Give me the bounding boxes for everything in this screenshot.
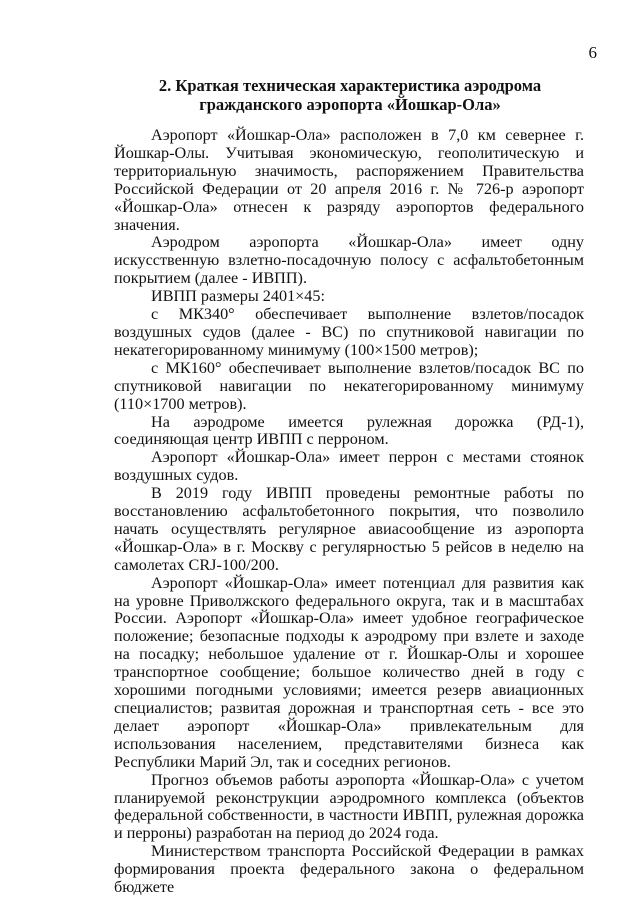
document-body (114, 127, 584, 897)
section-title-line-2: гражданского аэропорта «Йошкар-Ола» (199, 95, 501, 114)
paragraph: В 2019 году ИВПП проведены ремонтные работы по восстановлению асфальтобетонного покрытия, что позволило начать осуществлять регулярное авиасообщение из аэропорта «Йошкар-Ола» в г. Москву с регулярностью 5 рейсов в неделю на самолетах CRJ-100/200. (114, 484, 584, 574)
section-title-line-1: 2. Краткая техническая характеристика аэродрома (158, 76, 542, 95)
paragraph: Аэропорт «Йошкар-Ола» имеет потенциал для развития как на уровне Приволжского федерального округа, так и в масштабах России. Аэропорт «Йошкар-Ола» имеет удобное географическое положение; безопасные подходы к аэродрому при взлете и заходе на посадку; небольшое удаление от г. Йошкар-Олы и хорошее транспортное сообщение; большое количество дней в году с хорошими погодными условиями; имеется резерв авиационных специалистов; развитая дорожная и транспортная сеть - все это делает аэропорт «Йошкар-Ола» привлекательным для использования населением, представителями бизнеса как Республики Марий Эл, так и соседних регионов. (114, 573, 584, 771)
paragraph: ИВПП размеры 2401×45: (151, 287, 325, 306)
paragraph: Прогноз объемов работы аэропорта «Йошкар-Ола» с учетом планируемой реконструкции аэродромного комплекса (объектов федеральной собственности, в частности ИВПП, рулежная дорожка и перроны) разработан на период до 2024 года. (114, 770, 584, 843)
paragraph: Министерством транспорта Российской Федерации в рамках формирования проекта федерального закона о федеральном бюджете (114, 842, 584, 897)
paragraph: На аэродроме имеется рулежная дорожка (РД-1), соединяющая центр ИВПП с перроном. (114, 412, 584, 449)
paragraph: Аэропорт «Йошкар-Ола» расположен в 7,0 км севернее г. Йошкар-Олы. Учитывая экономическую, геополитическую и территориальную значимость, распоряжением Правительства Российской Федерации от 20 апреля 2016 г. № 726-р аэропорт «Йошкар-Ола» отнесен к разряду аэропортов федерального значения. (114, 126, 584, 234)
section-title (90, 76, 610, 114)
paragraph: с МК160° обеспечивает выполнение взлетов/посадок ВС по спутниковой навигации по некатегорированному минимуму (110×1700 метров). (114, 358, 584, 413)
paragraph: Аэропорт «Йошкар-Ола» имеет перрон с местами стоянок воздушных судов. (114, 448, 584, 485)
paragraph: Аэродром аэропорта «Йошкар-Ола» имеет одну искусственную взлетно-посадочную полосу с асфальтобетонным покрытием (далее - ИВПП). (114, 233, 584, 288)
paragraph: с МК340° обеспечивает выполнение взлетов/посадок воздушных судов (далее - ВС) по спутниковой навигации по некатегорированному минимуму (100×1500 метров); (114, 305, 584, 359)
page-number: 6 (588, 43, 597, 62)
